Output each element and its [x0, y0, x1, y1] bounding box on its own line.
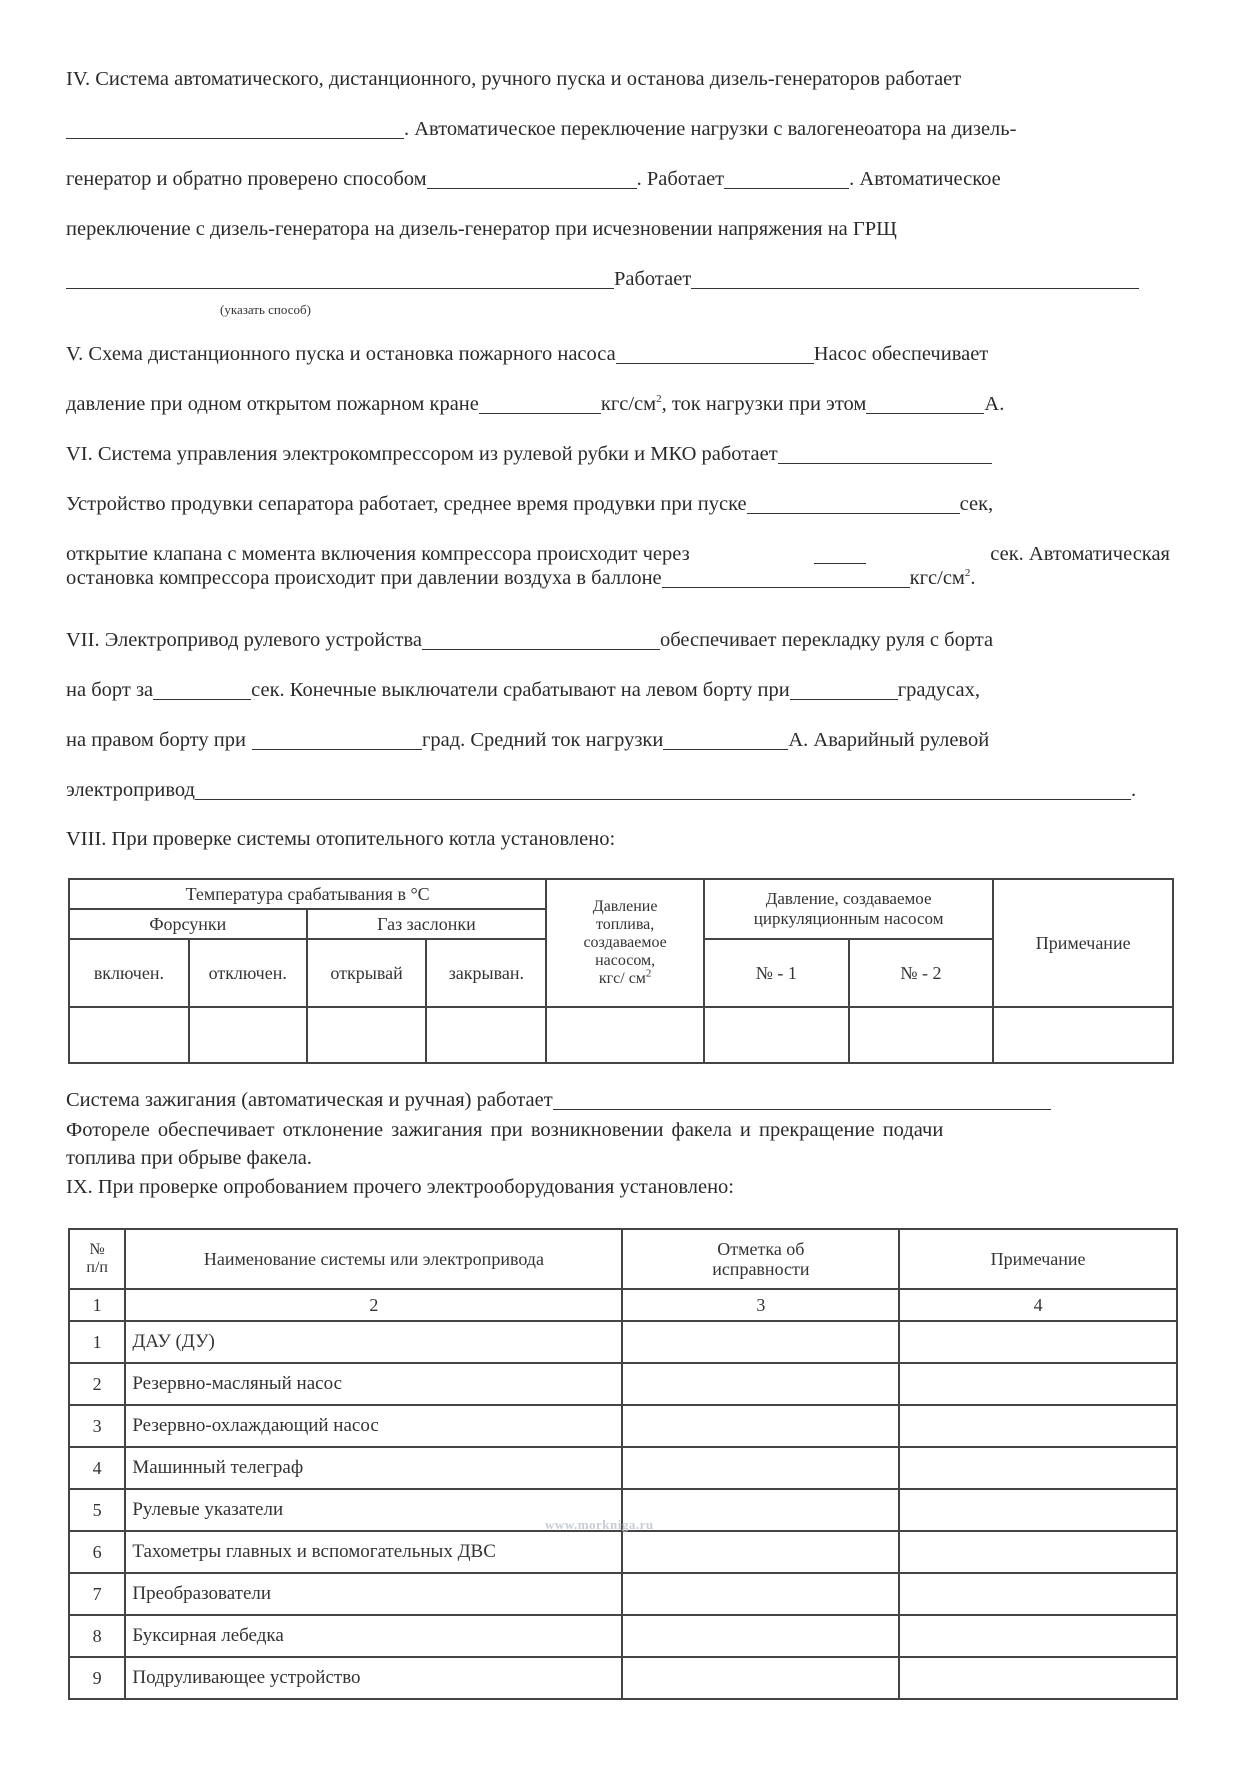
port-limit-degrees-field[interactable]: [790, 679, 898, 700]
photorelay-text: топлива при обрыве факела.: [66, 1147, 312, 1169]
section-vii-text: град. Средний ток нагрузки: [421, 729, 664, 751]
note-header: Примечание: [899, 1229, 1177, 1289]
row-number: 8: [69, 1615, 125, 1657]
status-cell[interactable]: [622, 1615, 899, 1657]
photorelay-text: Фотореле обеспечивает отклонение зажигания при возникновении факела и прекращение подачи: [66, 1119, 944, 1141]
valve-open-time-field[interactable]: [814, 543, 866, 564]
section-iv-line-1: [66, 66, 1170, 92]
note-cell[interactable]: [899, 1489, 1177, 1531]
section-vi-line-2: [66, 491, 1170, 517]
section-vii-text: обеспечивает перекладку руля с борта: [659, 629, 994, 651]
status-cell[interactable]: [622, 1405, 899, 1447]
section-vii-line-3: [66, 727, 1170, 753]
system-name: Рулевые указатели: [125, 1489, 622, 1531]
section-v-line-1: [66, 341, 1170, 367]
section-vi-text: остановка компрессора происходит при давлении воздуха в баллоне: [66, 567, 662, 589]
equipment-check-table: [68, 1228, 1178, 1700]
nozzle-off-cell[interactable]: [189, 1007, 307, 1063]
section-vii-text: А. Аварийный рулевой: [788, 729, 990, 751]
row-number: 5: [69, 1489, 125, 1531]
pump-2-header: № - 2: [849, 939, 994, 1007]
status-cell[interactable]: [622, 1363, 899, 1405]
status-cell[interactable]: [622, 1531, 899, 1573]
compressor-control-field[interactable]: [778, 443, 992, 464]
section-iv-text: генератор и обратно проверено способом: [66, 168, 427, 190]
section-vi-text: сек,: [959, 493, 994, 515]
row-number: 6: [69, 1531, 125, 1573]
note-cell[interactable]: [899, 1573, 1177, 1615]
status-cell[interactable]: [622, 1573, 899, 1615]
section-iv-text: . Автоматическое переключение нагрузки с валогенеоатора на дизель-: [404, 118, 1017, 140]
section-vii-text: на борт за: [66, 679, 154, 701]
nozzle-off-header: отключен.: [189, 939, 307, 1007]
nozzles-header: Форсунки: [69, 909, 307, 939]
table-row: [69, 1447, 1177, 1489]
switch-works-field[interactable]: [724, 168, 849, 189]
row-number: 3: [69, 1405, 125, 1447]
section-v-text: давление при одном открытом пожарном кране: [66, 393, 479, 415]
section-iv-line-4: [66, 216, 1170, 242]
table-row: [69, 1321, 1177, 1363]
avg-load-current-field[interactable]: [663, 729, 788, 750]
pump-1-header: № - 1: [704, 939, 849, 1007]
note-cell[interactable]: [899, 1615, 1177, 1657]
status-cell[interactable]: [622, 1447, 899, 1489]
section-vii-text: .: [1130, 779, 1137, 801]
dg-switch-works-field[interactable]: [691, 268, 1139, 289]
section-iv-text: . Автоматическое: [849, 168, 1001, 190]
column-number: 2: [125, 1289, 622, 1321]
note-cell[interactable]: [899, 1405, 1177, 1447]
system-name: Резервно-масляный насос: [125, 1363, 622, 1405]
stop-pressure-field[interactable]: [662, 567, 910, 588]
section-vii-text: градусах,: [897, 679, 980, 701]
fuel-pressure-cell[interactable]: [546, 1007, 704, 1063]
section-vii-line-4: [66, 777, 1170, 803]
status-cell[interactable]: [622, 1489, 899, 1531]
note-cell[interactable]: [899, 1321, 1177, 1363]
table-row: [69, 1363, 1177, 1405]
section-vii-text: электропривод: [66, 779, 195, 801]
pump-1-cell[interactable]: [704, 1007, 849, 1063]
table-row: [69, 1657, 1177, 1699]
section-vi-text: открытие клапана с момента включения компрессора происходит через: [66, 543, 690, 565]
status-cell[interactable]: [622, 1657, 899, 1699]
section-vi-line-3: [66, 541, 1170, 567]
note-cell[interactable]: [993, 1007, 1173, 1063]
pump-2-cell[interactable]: [849, 1007, 994, 1063]
ignition-line: [66, 1087, 1170, 1113]
fuel-pressure-header: Давление топлива, создаваемое насосом, кгс/ $см^2$: [546, 879, 704, 1007]
section-iv-text: Работает: [614, 268, 692, 290]
row-number: 2: [69, 1363, 125, 1405]
emergency-drive-field[interactable]: [195, 779, 1131, 800]
section-viii-heading-line: [66, 826, 1170, 852]
section-v-text: Насос обеспечивает: [813, 343, 989, 365]
note-cell[interactable]: [899, 1447, 1177, 1489]
section-viii-title: VIII. При проверке системы отопительного котла установлено:: [66, 828, 616, 850]
system-name: ДАУ (ДУ): [125, 1321, 622, 1363]
rudder-time-field[interactable]: [153, 679, 251, 700]
purge-time-field[interactable]: [747, 493, 960, 514]
table-row: [69, 1405, 1177, 1447]
dg-switch-method-field[interactable]: [66, 268, 614, 289]
section-vii-line-2: [66, 677, 1170, 703]
row-number: 7: [69, 1573, 125, 1615]
section-vii-line-1: [66, 627, 1170, 653]
nozzle-on-header: включен.: [69, 939, 189, 1007]
section-vii-text: на правом борту при: [66, 729, 246, 751]
pressure-unit: кгс/$см^2$.: [909, 567, 976, 589]
status-header: Отметка об исправности: [622, 1229, 899, 1289]
starboard-limit-degrees-field[interactable]: [252, 729, 422, 750]
table-row: [69, 1531, 1177, 1573]
ignition-text: Система зажигания (автоматическая и ручная) работает: [66, 1089, 553, 1111]
system-name: Резервно-охлаждающий насос: [125, 1405, 622, 1447]
fire-pump-pressure-field[interactable]: [479, 393, 601, 414]
section-ix-heading-line: [66, 1174, 1170, 1200]
name-header: Наименование системы или электропривода: [125, 1229, 622, 1289]
temp-header: Температура срабатывания в °С: [69, 879, 546, 909]
circ-pump-header: Давление, создаваемое циркуляционным насосом: [704, 879, 993, 939]
steering-drive-field[interactable]: [422, 629, 660, 650]
section-v-line-2: [66, 391, 1170, 417]
section-iv-title: IV. Система автоматического, дистанционного, ручного пуска и останова дизель-генераторов работает: [66, 68, 962, 90]
fire-pump-current-field[interactable]: [866, 393, 984, 414]
section-vi-line-4: [66, 565, 1170, 591]
section-vi-line-1: [66, 441, 1170, 467]
section-v-title: V. Схема дистанционного пуска и остановка пожарного насоса: [66, 343, 616, 365]
table-row: [69, 1615, 1177, 1657]
column-number: 1: [69, 1289, 125, 1321]
ignition-status-field[interactable]: [553, 1089, 1051, 1110]
section-vii-text: сек. Конечные выключатели срабатывают на левом борту при: [251, 679, 790, 701]
current-unit: А.: [984, 393, 1005, 415]
section-iv-text: . Работает: [636, 168, 725, 190]
pressure-unit: кгс/$см^2$, ток нагрузки при этом: [600, 393, 867, 415]
nozzle-on-cell[interactable]: [69, 1007, 189, 1063]
damper-close-cell[interactable]: [426, 1007, 546, 1063]
column-number-row: [69, 1289, 1177, 1321]
section-vii-title: VII. Электропривод рулевого устройства: [66, 629, 422, 651]
system-name: Преобразователи: [125, 1573, 622, 1615]
damper-open-cell[interactable]: [307, 1007, 427, 1063]
note-cell[interactable]: [899, 1531, 1177, 1573]
boiler-check-table: [68, 878, 1174, 1064]
section-iv-line-3: [66, 166, 1170, 192]
column-number: 4: [899, 1289, 1177, 1321]
system-name: Машинный телеграф: [125, 1447, 622, 1489]
note-cell[interactable]: [899, 1657, 1177, 1699]
system-name: Подруливающее устройство: [125, 1657, 622, 1699]
watermark: www.morkniga.ru: [545, 1517, 654, 1532]
note-header: Примечание: [993, 879, 1173, 1007]
num-header: № п/п: [69, 1229, 125, 1289]
section-vi-title: VI. Система управления электрокомпрессором из рулевой рубки и МКО работает: [66, 443, 778, 465]
method-hint: (указать способ): [220, 302, 311, 317]
section-ix-title: IX. При проверке опробованием прочего электрооборудования установлено:: [66, 1176, 734, 1198]
system-name: Тахометры главных и вспомогательных ДВС: [125, 1531, 622, 1573]
fire-pump-scheme-field[interactable]: [616, 343, 814, 364]
section-iv-text: переключение с дизель-генератора на дизель-генератор при исчезновении напряжения на ГРЩ: [66, 218, 897, 240]
section-vi-text: сек. Автоматическая: [990, 543, 1170, 565]
note-cell[interactable]: [899, 1363, 1177, 1405]
photorelay-line-1: [66, 1117, 1170, 1143]
damper-open-header: открывай: [307, 939, 427, 1007]
gas-damper-header: Газ заслонки: [307, 909, 547, 939]
system-name: Буксирная лебедка: [125, 1615, 622, 1657]
section-iv-line-5: [66, 266, 1170, 292]
table-row: [69, 1007, 1173, 1063]
row-number: 1: [69, 1321, 125, 1363]
section-iv-line-2: [66, 116, 1170, 142]
photorelay-line-2: [66, 1145, 1170, 1171]
row-number: 4: [69, 1447, 125, 1489]
damper-close-header: закрыван.: [426, 939, 546, 1007]
start-stop-status-field[interactable]: [66, 118, 404, 139]
switch-method-field[interactable]: [427, 168, 637, 189]
column-number: 3: [622, 1289, 899, 1321]
status-cell[interactable]: [622, 1321, 899, 1363]
table-row: [69, 1573, 1177, 1615]
section-vi-text: Устройство продувки сепаратора работает, среднее время продувки при пуске: [66, 493, 747, 515]
row-number: 9: [69, 1657, 125, 1699]
